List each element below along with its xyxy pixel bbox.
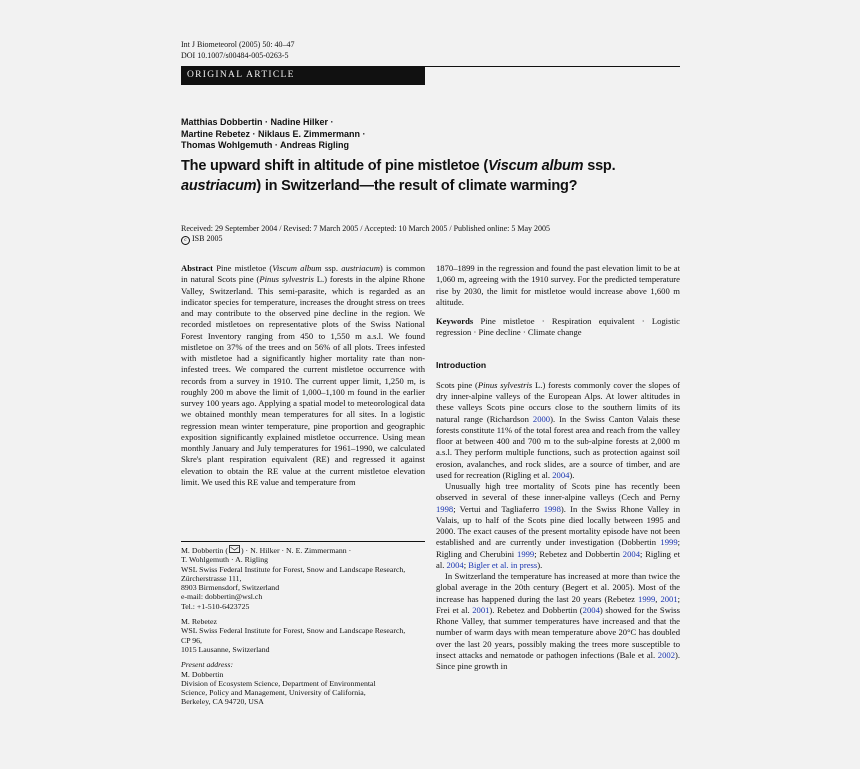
affil-line: WSL Swiss Federal Institute for Forest, Snow and Landscape Research, bbox=[181, 626, 406, 636]
title-species: Viscum album bbox=[488, 158, 584, 174]
abstract-text: Pine mistletoe ( bbox=[212, 263, 273, 273]
doi[interactable]: DOI 10.1007/s00484-005-0263-5 bbox=[181, 50, 289, 60]
abstract-continued: 1870–1899 in the regression and found the past elevation limit to be at 1,060 m, agreeing with the 1910 survey. For the predicted temperature rise by 2030, the limit for mistletoe would increase above 1,600 m altitude. bbox=[436, 263, 680, 307]
citation-link[interactable]: Bigler et al. in press bbox=[468, 559, 538, 570]
affil-line: Science, Policy and Management, University of California, bbox=[181, 688, 366, 698]
intro-paragraph bbox=[436, 571, 680, 672]
keywords-heading: Keywords bbox=[436, 316, 474, 326]
citation-link[interactable]: 1999 bbox=[638, 593, 656, 604]
corresponding-authors bbox=[181, 545, 425, 555]
keywords-text: Pine mistletoe · Respiration equivalent · Logistic regression · Pine decline · Climate change bbox=[436, 316, 680, 338]
text: L.) forests commonly cover the slopes of dry inner-alpine valleys of the European Alps. At lower altitudes in these valleys Scots pine occurs close to the southern limits of its natural range (Richardson bbox=[436, 379, 680, 424]
citation-link[interactable]: 1998 bbox=[436, 503, 454, 514]
title-subspecies: austriacum bbox=[181, 178, 257, 194]
text: , bbox=[655, 593, 661, 604]
citation-link[interactable]: 1999 bbox=[660, 537, 678, 548]
date-history: Received: 29 September 2004 / Revised: 7 March 2005 / Accepted: 10 March 2005 / Published online: 5 May 2005 bbox=[181, 224, 551, 233]
present-address-label bbox=[181, 660, 425, 669]
text: Unusually high tree mortality of Scots pine has recently been observed in several of these inner-alpine valleys (Cech and Perny bbox=[436, 481, 680, 503]
text: ; Rigling and Cherubini bbox=[436, 537, 680, 559]
text: ). In the Swiss Rhone Valley in Valais, up to half of the Scots pine died locally between 1995 and 2000. The exact causes of the present mortality episode have not been established and are currently under investigation (Dobbertin bbox=[436, 503, 680, 548]
abstract-italic: Viscum album bbox=[272, 263, 322, 273]
abstract bbox=[181, 263, 425, 488]
text: ). Since pine growth in bbox=[436, 649, 680, 671]
affil-text: ) · N. Hilker · N. E. Zimmermann · bbox=[241, 546, 352, 555]
affiliations bbox=[181, 545, 425, 707]
authors-line: Thomas Wohlgemuth · Andreas Rigling bbox=[181, 140, 350, 150]
keywords bbox=[436, 316, 680, 339]
affil-line: Zürcherstrasse 111, bbox=[181, 573, 242, 583]
journal-header bbox=[181, 40, 295, 61]
telephone: Tel.: +1-510-6423725 bbox=[181, 601, 250, 611]
article-title bbox=[181, 156, 651, 196]
abstract-text: ) is common in natural Scots pine ( bbox=[181, 263, 426, 285]
abstract-italic: austriacum bbox=[341, 263, 380, 273]
text: ) showed for the Swiss Rhone Valley, that summer temperatures have increased and that the number of warm days with mean temperature above 20°C has doubled over the last 20 years, possibly making the trees more susceptible to insect attacks and nematode or pathogen infections (Bale et al. bbox=[436, 604, 680, 660]
citation-link[interactable]: 2001 bbox=[660, 593, 678, 604]
article-type-banner: ORIGINAL ARTICLE bbox=[181, 66, 425, 85]
affil-line: 8903 Birmensdorf, Switzerland bbox=[181, 583, 280, 593]
affil-line: 1015 Lausanne, Switzerland bbox=[181, 644, 270, 654]
copyright bbox=[181, 234, 550, 245]
text: ; Frei et al. bbox=[436, 593, 681, 615]
citation-link[interactable]: 1999 bbox=[517, 548, 535, 559]
citation-link[interactable]: 2004 bbox=[552, 469, 570, 480]
copyright-holder: ISB 2005 bbox=[192, 234, 223, 243]
intro-paragraph bbox=[436, 481, 680, 571]
intro-paragraph bbox=[436, 380, 680, 481]
abstract-heading: Abstract bbox=[181, 263, 213, 273]
text: ). bbox=[569, 469, 575, 480]
envelope-icon[interactable] bbox=[229, 545, 240, 553]
present-label: Present address: bbox=[181, 660, 234, 670]
citation-link[interactable]: 2002 bbox=[657, 649, 675, 660]
right-column bbox=[436, 263, 680, 672]
citation-link[interactable]: 2004 bbox=[622, 548, 640, 559]
footnote-rule bbox=[181, 541, 425, 542]
citation-link[interactable]: 2004 bbox=[446, 559, 464, 570]
affil-line: M. Dobbertin bbox=[181, 669, 224, 679]
affil-text: M. Dobbertin ( bbox=[181, 546, 228, 555]
abstract-text: ssp. bbox=[321, 263, 342, 273]
title-text: ) in Switzerland—the result of climate warming? bbox=[256, 178, 578, 194]
text: Scots pine ( bbox=[436, 379, 478, 390]
abstract-text: L.) forests in the alpine Rhone Valley, Switzerland. This semi-parasite, which is regarded as an indicator species for temperature, increases the drought stress on trees and may contribute to the observed pine decline in the region. We recorded mistletoes on representative plots of the Swiss National Forest Inventory ranging from 450 to 1,550 m a.s.l. We found mistletoe on 37% of the trees and on 56% of all plots. Trees infested with mistletoe had a significantly higher mortality rate than non-infested trees. We compared the current mistletoe occurrence with records from a survey in 1910. The current upper limit, 1,250 m, is roughly 200 m above the limit of 1,000–1,100 m found in the earlier survey 100 years ago. Applying a spatial model to meteorological data we obtained monthly mean temperatures for all sites. In a logistic regression mean winter temperature, pine proportion and geographic exposition significantly explained mistletoe occurrence. Using mean monthly January and July temperatures for 1961–1990, we calculated Skre's plant respiration equivalent (RE) and regressed it against elevation to obtain the RE value at the current mistletoe elevation limit. We used this RE value and temperature from bbox=[181, 274, 425, 487]
text: ; Vertui and Tagliaferro bbox=[453, 503, 544, 514]
copyright-icon: c bbox=[181, 236, 190, 245]
text: ; Rebetez and Dobbertin bbox=[534, 548, 623, 559]
text: ). In the Swiss Canton Valais these forests constitute 11% of the total forest area and reach from the valley floor at between 400 and 700 m to the sub-alpine forests at 2,000 m a.s.l. They perform multiple functions, such as protection against soil erosion, avalanches, and rock slides, are a source of timber, and are used for recreation (Rigling et al. bbox=[436, 413, 680, 480]
italic-species: Pinus sylvestris bbox=[477, 379, 533, 390]
abstract-italic: Pinus sylvestris bbox=[259, 274, 314, 285]
title-text: ssp. bbox=[583, 158, 616, 174]
citation-link[interactable]: 2000 bbox=[532, 413, 551, 424]
left-column bbox=[181, 263, 425, 488]
citation-link[interactable]: 2004 bbox=[582, 604, 600, 615]
email[interactable]: e-mail: dobbertin@wsl.ch bbox=[181, 592, 263, 602]
affil-line: Division of Ecosystem Science, Department of Environmental bbox=[181, 678, 376, 688]
affil-line: T. Wohlgemuth · A. Rigling bbox=[181, 555, 269, 565]
journal-citation: Int J Biometeorol (2005) 50: 40–47 bbox=[181, 40, 295, 49]
citation-link[interactable]: 2001 bbox=[472, 604, 490, 615]
affil-line: CP 96, bbox=[181, 635, 202, 645]
authors-line: Martine Rebetez · Niklaus E. Zimmermann · bbox=[181, 128, 366, 139]
author-list bbox=[181, 117, 366, 152]
text: ). Rebetez and Dobbertin ( bbox=[489, 604, 583, 615]
text: ; Rigling et al. bbox=[436, 548, 680, 570]
introduction-heading: Introduction bbox=[436, 359, 487, 370]
text: In Switzerland the temperature has increased at more than twice the global average in the 20th century (Begert et al. 2005). Most of the increase has happened during the last 20 years (Rebetez bbox=[436, 571, 680, 604]
affil-line: Berkeley, CA 94720, USA bbox=[181, 697, 264, 707]
affil-line: M. Rebetez bbox=[181, 617, 217, 627]
title-text: The upward shift in altitude of pine mistletoe ( bbox=[181, 158, 488, 174]
citation-link[interactable]: 1998 bbox=[543, 503, 561, 514]
affil-line: WSL Swiss Federal Institute for Forest, Snow and Landscape Research, bbox=[181, 564, 406, 574]
authors-line: Matthias Dobbertin · Nadine Hilker · bbox=[181, 117, 334, 127]
text: ; bbox=[463, 559, 469, 570]
publication-history bbox=[181, 224, 550, 245]
text: ). bbox=[537, 559, 543, 570]
